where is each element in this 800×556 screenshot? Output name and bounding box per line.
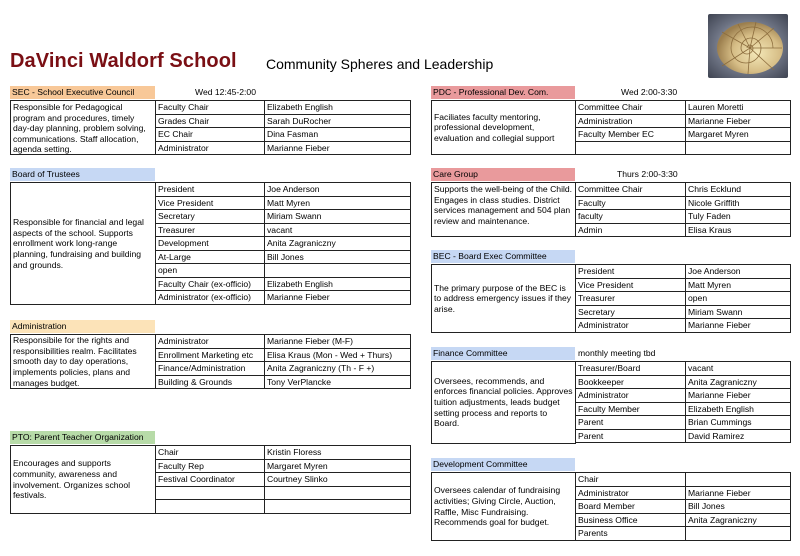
role-row xyxy=(576,402,791,416)
role-row xyxy=(156,446,411,460)
role-row xyxy=(576,500,791,514)
member-name: Marianne Fieber xyxy=(686,389,791,403)
role-title: Faculty Chair xyxy=(156,101,265,115)
role-title: Secretary xyxy=(576,305,686,319)
role-title: Administrator xyxy=(156,141,265,155)
role-row xyxy=(576,305,791,319)
roles-table xyxy=(155,445,411,514)
role-row xyxy=(156,183,411,197)
member-name: Brian Cummings xyxy=(686,416,791,430)
role-title: Enrollment Marketing etc xyxy=(156,348,265,362)
member-name xyxy=(686,473,791,487)
committee-header: Development Committee xyxy=(431,458,575,471)
member-name: Joe Anderson xyxy=(265,183,411,197)
member-name: Margaret Myren xyxy=(265,459,411,473)
committee-header: PDC - Professional Dev. Com. xyxy=(431,86,575,99)
member-name: vacant xyxy=(265,223,411,237)
role-title: Development xyxy=(156,237,265,251)
member-name: Dina Fasman xyxy=(265,128,411,142)
member-name: David Ramirez xyxy=(686,429,791,443)
member-name: Kristin Floress xyxy=(265,446,411,460)
committee-header: PTO: Parent Teacher Organization xyxy=(10,431,155,444)
member-name xyxy=(686,141,791,155)
role-title: EC Chair xyxy=(156,128,265,142)
committee-description xyxy=(431,264,576,333)
meeting-time: Wed 2:00-3:30 xyxy=(621,87,678,97)
role-row xyxy=(576,429,791,443)
roles-table xyxy=(575,472,791,541)
role-row xyxy=(576,486,791,500)
page-subtitle: Community Spheres and Leadership xyxy=(266,56,494,72)
role-row xyxy=(576,513,791,527)
role-row xyxy=(576,292,791,306)
member-name: Sarah DuRocher xyxy=(265,114,411,128)
role-title: open xyxy=(156,264,265,278)
nautilus-shell-image xyxy=(708,14,788,78)
description-text: Oversees, recommends, and enforces financial policies. Approves tuition adjustments, leads budget setting process and reports to Board. xyxy=(434,375,573,429)
member-name xyxy=(265,486,411,500)
committee-header: SEC - School Executive Council xyxy=(10,86,155,99)
committee-description xyxy=(431,100,576,155)
role-row xyxy=(156,141,411,155)
member-name: Margaret Myren xyxy=(686,128,791,142)
role-row xyxy=(156,291,411,305)
role-title: Parent xyxy=(576,416,686,430)
role-title: At-Large xyxy=(156,250,265,264)
role-row xyxy=(156,348,411,362)
committee-description xyxy=(431,182,576,237)
role-title xyxy=(156,500,265,514)
committee-description xyxy=(10,182,156,305)
description-text: Responsible for Pedagogical program and procedures, timely day-day planning, problem solving, communications. Staff allocation, agenda setting. xyxy=(13,102,146,155)
meeting-time: Wed 12:45-2:00 xyxy=(195,87,256,97)
committee-description xyxy=(10,334,156,389)
role-title: Bookkeeper xyxy=(576,375,686,389)
role-row xyxy=(576,319,791,333)
role-title xyxy=(156,486,265,500)
member-name: open xyxy=(686,292,791,306)
roles-table xyxy=(155,182,411,305)
member-name: Matt Myren xyxy=(265,196,411,210)
member-name: Anita Zagraniczny (Th - F +) xyxy=(265,362,411,376)
member-name: Marianne Fieber xyxy=(265,141,411,155)
role-title: Chair xyxy=(576,473,686,487)
role-title: Admin xyxy=(576,223,686,237)
member-name: Anita Zagraniczny xyxy=(686,375,791,389)
member-name: Matt Myren xyxy=(686,278,791,292)
school-title: DaVinci Waldorf School xyxy=(10,50,237,72)
role-title: President xyxy=(576,265,686,279)
committee-description xyxy=(431,472,576,541)
role-row xyxy=(156,375,411,389)
role-row xyxy=(156,114,411,128)
description-text: Responsible for financial and legal aspects of the school. Supports enrollment work long-range planning, fundraising and building and grounds. xyxy=(13,217,144,270)
committee-description xyxy=(431,361,576,444)
role-row xyxy=(576,416,791,430)
role-row xyxy=(156,128,411,142)
role-row xyxy=(576,128,791,142)
role-title: Treasurer xyxy=(576,292,686,306)
role-row xyxy=(576,527,791,541)
role-row xyxy=(156,486,411,500)
role-row xyxy=(156,237,411,251)
role-title: Festival Coordinator xyxy=(156,473,265,487)
role-row xyxy=(156,362,411,376)
member-name xyxy=(265,264,411,278)
member-name: Chris Ecklund xyxy=(686,183,791,197)
member-name: Marianne Fieber xyxy=(686,319,791,333)
role-row xyxy=(576,265,791,279)
role-title: Board Member xyxy=(576,500,686,514)
role-title: Faculty xyxy=(576,196,686,210)
meeting-time: monthly meeting tbd xyxy=(578,348,656,358)
committee-header: BEC - Board Exec Committee xyxy=(431,250,575,263)
role-title: Vice President xyxy=(156,196,265,210)
role-row xyxy=(576,196,791,210)
member-name: Marianne Fieber (M-F) xyxy=(265,335,411,349)
role-title: Administrator xyxy=(576,389,686,403)
description-text: The primary purpose of the BEC is to address emergency issues if they arise. xyxy=(434,282,572,314)
role-title: Administration xyxy=(576,114,686,128)
role-title: Committee Chair xyxy=(576,183,686,197)
member-name: Tuly Faden xyxy=(686,210,791,224)
role-row xyxy=(576,223,791,237)
role-title: faculty xyxy=(576,210,686,224)
role-title: Administrator xyxy=(156,335,265,349)
member-name: Miriam Swann xyxy=(265,210,411,224)
description-text: Faciliates faculty mentoring, professional development, evaluation and collegial support xyxy=(434,111,555,143)
role-row xyxy=(156,250,411,264)
role-row xyxy=(156,264,411,278)
member-name: Lauren Moretti xyxy=(686,101,791,115)
role-title xyxy=(576,141,686,155)
description-text: Oversees calendar of fundraising activities; Giving Circle, Auction, Raffle, Misc Fundraising. Recommends goal for budget. xyxy=(434,485,561,528)
member-name: Elizabeth English xyxy=(686,402,791,416)
member-name: Courtney Slinko xyxy=(265,473,411,487)
member-name: Elisa Kraus (Mon - Wed + Thurs) xyxy=(265,348,411,362)
meeting-time: Thurs 2:00-3:30 xyxy=(617,169,678,179)
role-row xyxy=(576,210,791,224)
role-title: President xyxy=(156,183,265,197)
member-name xyxy=(265,500,411,514)
role-title: Treasurer xyxy=(156,223,265,237)
member-name: vacant xyxy=(686,362,791,376)
committee-description xyxy=(10,100,156,155)
member-name: Elisa Kraus xyxy=(686,223,791,237)
role-row xyxy=(156,277,411,291)
role-row xyxy=(156,500,411,514)
member-name: Elizabeth English xyxy=(265,101,411,115)
role-title: Business Office xyxy=(576,513,686,527)
member-name: Bill Jones xyxy=(686,500,791,514)
role-row xyxy=(156,473,411,487)
role-title: Administrator xyxy=(576,486,686,500)
role-title: Parent xyxy=(576,429,686,443)
committee-header: Administration xyxy=(10,320,155,333)
role-title: Faculty Member EC xyxy=(576,128,686,142)
role-title: Committee Chair xyxy=(576,101,686,115)
description-text: Responsibile for the rights and responsibilities realm. Facilitates smooth day to day operations, implements policies, plans and manages budget. xyxy=(13,335,137,388)
role-row xyxy=(576,278,791,292)
role-title: Chair xyxy=(156,446,265,460)
member-name: Marianne Fieber xyxy=(686,114,791,128)
role-row xyxy=(576,375,791,389)
role-title: Faculty Rep xyxy=(156,459,265,473)
member-name: Nicole Griffith xyxy=(686,196,791,210)
roles-table xyxy=(155,100,411,155)
roles-table xyxy=(575,100,791,155)
role-title: Faculty Chair (ex-officio) xyxy=(156,277,265,291)
role-title: Grades Chair xyxy=(156,114,265,128)
roles-table xyxy=(575,182,791,237)
role-row xyxy=(576,101,791,115)
roles-table xyxy=(155,334,411,389)
role-title: Finance/Administration xyxy=(156,362,265,376)
role-title: Administrator xyxy=(576,319,686,333)
role-row xyxy=(156,459,411,473)
role-title: Treasurer/Board xyxy=(576,362,686,376)
member-name: Anita Zagraniczny xyxy=(686,513,791,527)
role-row xyxy=(156,196,411,210)
committee-header: Board of Trustees xyxy=(10,168,155,181)
member-name: Bill Jones xyxy=(265,250,411,264)
member-name: Joe Anderson xyxy=(686,265,791,279)
role-title: Vice President xyxy=(576,278,686,292)
committee-header: Finance Committee xyxy=(431,347,575,360)
role-row xyxy=(156,101,411,115)
role-row xyxy=(156,223,411,237)
member-name xyxy=(686,527,791,541)
member-name: Marianne Fieber xyxy=(686,486,791,500)
role-title: Secretary xyxy=(156,210,265,224)
role-title: Administrator (ex-officio) xyxy=(156,291,265,305)
role-row xyxy=(576,114,791,128)
role-row xyxy=(156,210,411,224)
committee-header: Care Group xyxy=(431,168,575,181)
roles-table xyxy=(575,264,791,333)
member-name: Anita Zagraniczny xyxy=(265,237,411,251)
description-text: Supports the well-being of the Child. Engages in class studies. District services management and 504 plan review and maintenance. xyxy=(434,184,573,226)
committee-description xyxy=(10,445,156,514)
role-row xyxy=(576,183,791,197)
role-row xyxy=(576,141,791,155)
description-text: Encourages and supports community, awareness and involvement. Organizes school festivals. xyxy=(13,458,131,501)
role-title: Faculty Member xyxy=(576,402,686,416)
member-name: Miriam Swann xyxy=(686,305,791,319)
role-row xyxy=(576,362,791,376)
role-row xyxy=(576,473,791,487)
member-name: Marianne Fieber xyxy=(265,291,411,305)
role-row xyxy=(156,335,411,349)
member-name: Tony VerPlancke xyxy=(265,375,411,389)
member-name: Elizabeth English xyxy=(265,277,411,291)
role-title: Parents xyxy=(576,527,686,541)
role-row xyxy=(576,389,791,403)
roles-table xyxy=(575,361,791,443)
role-title: Building & Grounds xyxy=(156,375,265,389)
